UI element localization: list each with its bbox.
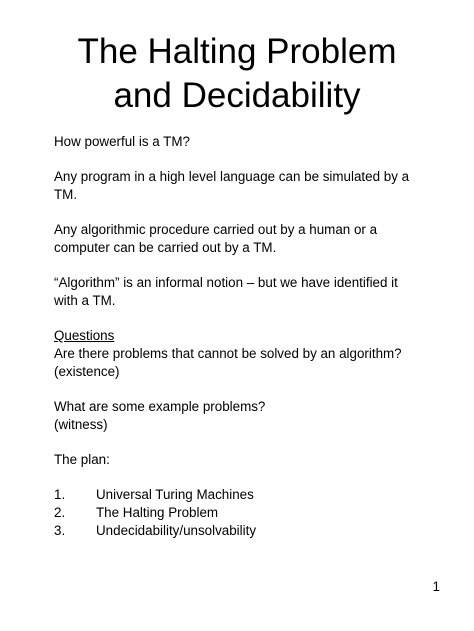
plan-heading: The plan:	[54, 452, 110, 467]
title-line-2: and Decidability	[113, 76, 361, 115]
list-item-number: 2.	[54, 505, 66, 520]
title-line-1: The Halting Problem	[77, 32, 397, 71]
spacer	[54, 257, 414, 274]
list-item-number: 3.	[54, 523, 66, 538]
question-existence-note: (existence)	[54, 364, 120, 379]
page-title	[0, 30, 474, 118]
page-number: 1	[432, 579, 440, 594]
list-item-text: Undecidability/unsolvability	[96, 523, 257, 538]
list-item-text: The Halting Problem	[96, 505, 219, 520]
document-body	[54, 133, 414, 540]
paragraph-program-simulation: Any program in a high level language can be simulated by a TM.	[54, 169, 410, 202]
paragraph-algorithmic-procedure: Any algorithmic procedure carried out by a human or a computer can be carried out by a TM.	[54, 222, 378, 255]
plan-list-item	[54, 522, 414, 540]
questions-heading: Questions	[54, 328, 115, 343]
spacer	[54, 381, 414, 398]
question-examples-note: (witness)	[54, 417, 108, 432]
question-examples-line: What are some example problems?	[54, 399, 266, 414]
question-existence-line: Are there problems that cannot be solved by an algorithm?	[54, 346, 402, 361]
spacer	[54, 204, 414, 221]
plan-list-item	[54, 486, 414, 504]
plan-list	[54, 486, 414, 540]
spacer	[54, 310, 414, 327]
paragraph-tm-power: How powerful is a TM?	[54, 134, 190, 149]
spacer	[54, 151, 414, 168]
list-item-text: Universal Turing Machines	[96, 487, 254, 502]
spacer	[54, 434, 414, 451]
paragraph-algorithm-notion: “Algorithm” is an informal notion – but we have identified it with a TM.	[54, 275, 398, 308]
spacer	[54, 469, 414, 486]
list-item-number: 1.	[54, 487, 66, 502]
plan-list-item	[54, 504, 414, 522]
